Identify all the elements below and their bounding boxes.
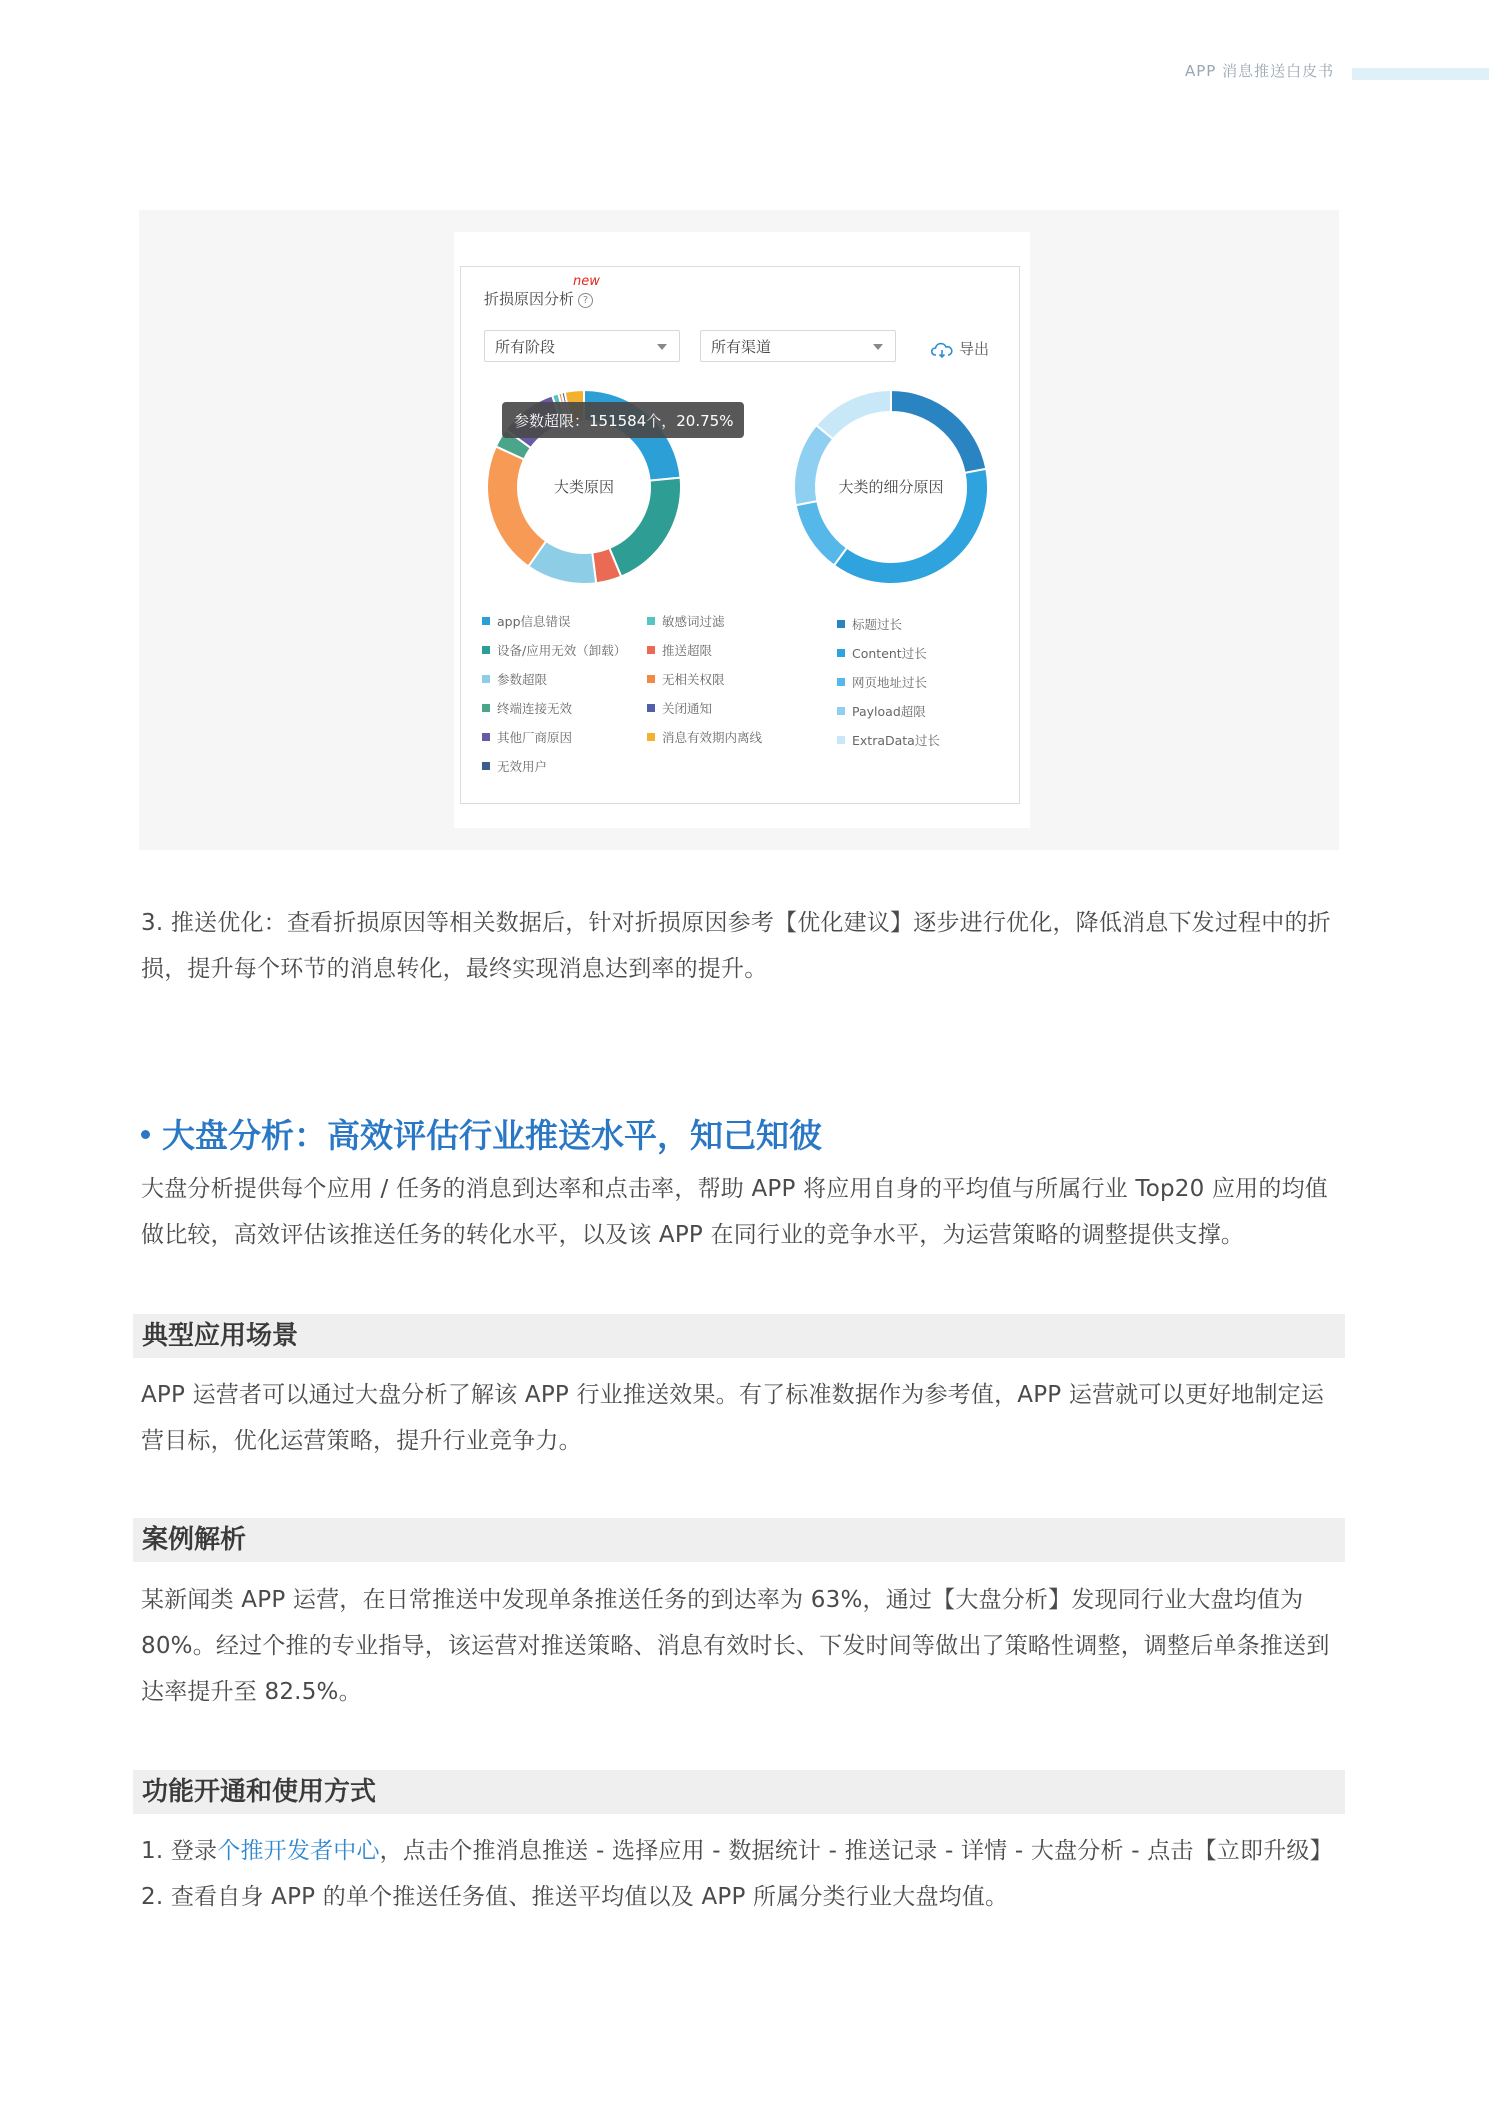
legend-swatch (647, 646, 655, 654)
legend-swatch (837, 707, 845, 715)
legend-item[interactable] (482, 693, 647, 722)
legend-swatch (837, 736, 845, 744)
legend-item[interactable] (482, 664, 647, 693)
card-title (484, 288, 593, 309)
legend-item[interactable] (482, 635, 647, 664)
legend-item[interactable] (482, 722, 647, 751)
legend-item[interactable] (647, 722, 807, 751)
donut-slice-设备/应用无效（卸载）[interactable] (609, 478, 681, 577)
donut-slice-Payload超限[interactable] (794, 425, 833, 505)
document-header-title: APP 消息推送白皮书 (1185, 62, 1335, 80)
stage-select-value: 所有阶段 (495, 338, 556, 356)
cloud-download-icon (931, 342, 953, 358)
legend-swatch (482, 704, 490, 712)
legend-label: 标题过长 (852, 616, 903, 632)
legend-swatch (647, 704, 655, 712)
legend-item[interactable] (837, 609, 1007, 638)
legend-item[interactable] (837, 638, 1007, 667)
donut-slice-终端连接无效[interactable] (487, 446, 546, 566)
new-badge: new (573, 274, 600, 289)
legend-swatch (482, 646, 490, 654)
legend-label: 其他厂商原因 (497, 729, 573, 745)
chevron-down-icon (657, 344, 667, 350)
stage-select[interactable] (484, 330, 680, 362)
legend-item[interactable] (647, 664, 807, 693)
subheading-usage: 功能开通和使用方式 (133, 1770, 1345, 1814)
chart-tooltip (502, 402, 744, 438)
legend-swatch (837, 649, 845, 657)
section-heading (141, 1110, 822, 1157)
bullet-dot (141, 1130, 150, 1139)
legend-item[interactable] (482, 606, 647, 635)
legend-item[interactable] (837, 725, 1007, 754)
donut-slice-标题过长[interactable] (891, 390, 986, 473)
donut-slice-ExtraData过长[interactable] (816, 390, 891, 439)
donut-charts (460, 380, 1020, 600)
legend-swatch (482, 762, 490, 770)
paragraph-section-intro: 大盘分析提供每个应用 / 任务的消息到达率和点击率，帮助 APP 将应用自身的平均值与所属行业 Top20 应用的均值做比较，高效评估该推送任务的转化水平，以及该 APP 在同行业的竞争水平，为运营策略的调整提供支撑。 (141, 1176, 1328, 1248)
legend-label: ExtraData过长 (852, 732, 940, 748)
legend-label: 设备/应用无效（卸载） (497, 642, 627, 658)
legend-item[interactable] (647, 635, 807, 664)
legend-label: 敏感词过滤 (662, 613, 725, 629)
export-button[interactable] (931, 338, 989, 359)
usage-step-1 (141, 1828, 1341, 1874)
paragraph-case-study: 某新闻类 APP 运营，在日常推送中发现单条推送任务的到达率为 63%，通过【大盘分析】发现同行业大盘均值为 80%。经过个推的专业指导，该运营对推送策略、消息有效时长、下发时间等做出了策略性调整，调整后单条推送到达率提升至 82.5%。 (141, 1587, 1330, 1705)
header-accent-bar (1352, 68, 1489, 80)
legend-label: 终端连接无效 (497, 700, 573, 716)
question-circle-icon[interactable]: ? (578, 293, 593, 308)
card-title-text: 折损原因分析 (484, 290, 575, 308)
legend-swatch (837, 678, 845, 686)
export-label: 导出 (959, 340, 990, 358)
legend-swatch (482, 733, 490, 741)
section-heading-text: 大盘分析：高效评估行业推送水平，知己知彼 (162, 1116, 822, 1155)
paragraph-push-optimization: 3. 推送优化：查看折损原因等相关数据后，针对折损原因参考【优化建议】逐步进行优化，降低消息下发过程中的折损，提升每个环节的消息转化，最终实现消息达到率的提升。 (141, 910, 1331, 982)
usage-step-2: 2. 查看自身 APP 的单个推送任务值、推送平均值以及 APP 所属分类行业大盘均值。 (141, 1884, 1009, 1910)
legend-item[interactable] (837, 696, 1007, 725)
usage-step-1-suffix: ，点击个推消息推送 - 选择应用 - 数据统计 - 推送记录 - 详情 - 大盘分析 - 点击【立即升级】 (379, 1838, 1333, 1864)
legend-label: app信息错误 (497, 613, 571, 629)
legend-swatch (647, 675, 655, 683)
legend-swatch (647, 733, 655, 741)
legend-label: Content过长 (852, 645, 927, 661)
channel-select-value: 所有渠道 (711, 338, 772, 356)
donut-slice-网页地址过长[interactable] (796, 501, 847, 565)
legend-swatch (837, 620, 845, 628)
tooltip-text: 参数超限：151584个，20.75% (514, 412, 734, 430)
chevron-down-icon (873, 344, 883, 350)
legend-label: 关闭通知 (662, 700, 713, 716)
legend-label: Payload超限 (852, 703, 926, 719)
legend-swatch (482, 617, 490, 625)
legend-main-reasons (482, 606, 792, 780)
legend-label: 参数超限 (497, 671, 548, 687)
channel-select[interactable] (700, 330, 896, 362)
legend-label: 无效用户 (497, 758, 548, 774)
legend-item[interactable] (837, 667, 1007, 696)
developer-center-link[interactable]: 个推开发者中心 (217, 1838, 380, 1864)
subheading-case-study: 案例解析 (133, 1518, 1345, 1562)
legend-label: 无相关权限 (662, 671, 725, 687)
subheading-typical-scenario: 典型应用场景 (133, 1314, 1345, 1358)
legend-label: 网页地址过长 (852, 674, 928, 690)
legend-label: 推送超限 (662, 642, 713, 658)
legend-item[interactable] (647, 606, 807, 635)
legend-swatch (482, 675, 490, 683)
legend-sub-reasons (837, 609, 1007, 754)
legend-swatch (647, 617, 655, 625)
paragraph-typical-scenario: APP 运营者可以通过大盘分析了解该 APP 行业推送效果。有了标准数据作为参考值，APP 运营就可以更好地制定运营目标，优化运营策略，提升行业竞争力。 (141, 1382, 1325, 1454)
donut-2-center-label: 大类的细分原因 (838, 478, 944, 496)
legend-label: 消息有效期内离线 (662, 729, 763, 745)
usage-step-1-prefix: 1. 登录 (141, 1838, 218, 1864)
legend-item[interactable] (482, 751, 647, 780)
donut-1-center-label: 大类原因 (553, 478, 615, 496)
legend-item[interactable] (647, 693, 807, 722)
